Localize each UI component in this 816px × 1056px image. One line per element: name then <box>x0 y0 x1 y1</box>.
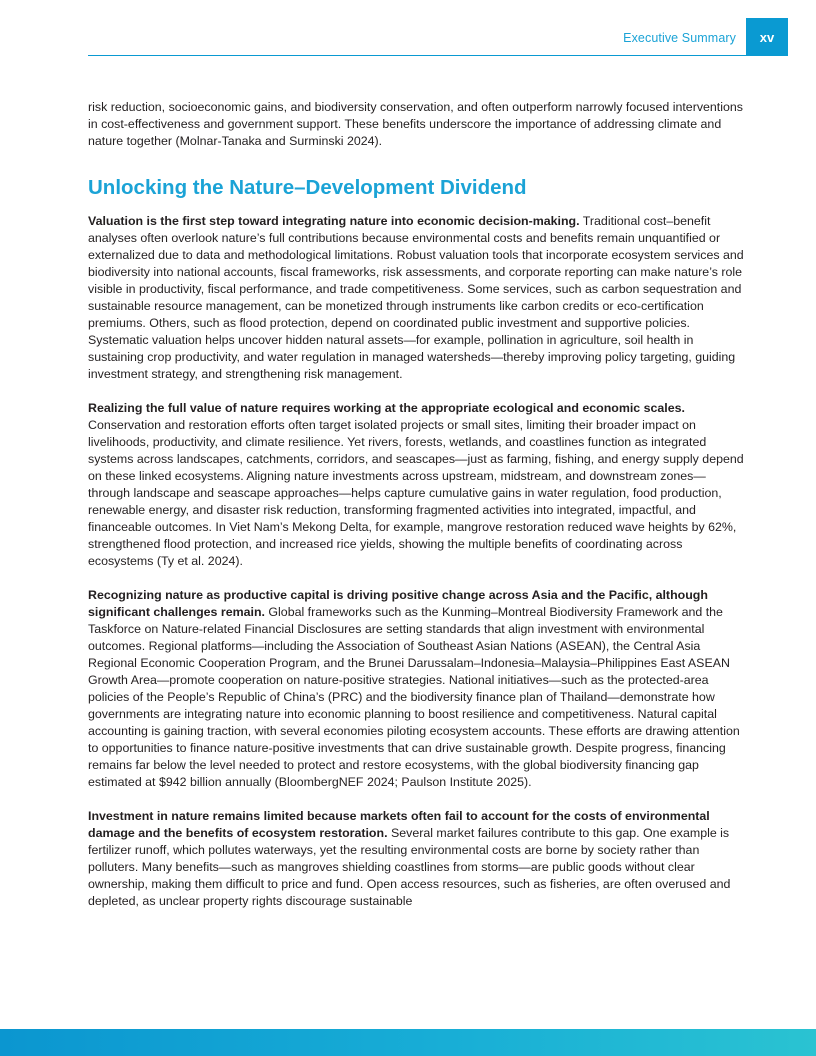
paragraph-lead: Recognizing nature as productive capital is driving positive change across Asia and the Pacific, although significant challenges remain. <box>88 588 708 619</box>
paragraph-lead: Realizing the full value of nature requires working at the appropriate ecological and economic scales. <box>88 401 685 415</box>
section-heading: Unlocking the Nature–Development Dividend <box>88 176 527 199</box>
page-number-tab <box>746 18 788 56</box>
page-content <box>88 99 746 927</box>
page-number: xv <box>759 29 775 45</box>
paragraph-valuation <box>88 213 746 383</box>
intro-paragraph: risk reduction, socioeconomic gains, and biodiversity conservation, and often outperform narrowly focused interventions in cost-effectiveness and government support. These benefits underscore the importance of addressing climate and nature together (Molnar-Tanaka and Surminski 2024). <box>88 100 743 148</box>
paragraph-scales <box>88 400 746 570</box>
paragraph-body: Several market failures contribute to this gap. One example is fertilizer runoff, which pollutes waterways, yet the resulting environmental costs are borne by society rather than polluters. Many benefits—such as mangroves shielding coastlines from storms—are public goods without clear ownership, making them difficult to price and fund. Open access resources, such as fisheries, are often overused and depleted, as unclear property rights discourage sustainable <box>88 826 731 908</box>
paragraph-body: Traditional cost–benefit analyses often overlook nature’s full contributions because environmental costs and benefits remain unquantified or externalized due to data and methodological limitations. Robust valuation tools that incorporate ecosystem services and biodiversity into national accounts, fiscal frameworks, risk assessments, and corporate reporting can make nature’s role visible in productivity, fiscal performance, and trade competitiveness. Some services, such as carbon sequestration and sustainable resource management, can be monetized through instruments like carbon credits or eco-certification premiums. Others, such as flood protection, depend on coordinated public investment and supportive policies. Systematic valuation helps uncover hidden natural assets—for example, pollination in agriculture, soil health in sustaining crop productivity, and water regulation in managed watersheds—thereby improving policy targeting, guiding investment strategy, and strengthening risk management. <box>88 214 744 381</box>
footer-color-band <box>0 1029 816 1056</box>
paragraph-lead: Investment in nature remains limited because markets often fail to account for the costs of environmental damage and the benefits of ecosystem restoration. <box>88 809 710 840</box>
paragraph-body: Conservation and restoration efforts often target isolated projects or small sites, limiting their broader impact on livelihoods, productivity, and climate resilience. Yet rivers, forests, wetlands, and coastlines function as integrated systems across landscapes, catchments, corridors, and seascapes—just as farming, fishing, and energy supply depend on these linked ecosystems. Aligning nature investments across upstream, midstream, and downstream zones—through landscape and seascape approaches—helps capture cumulative gains in water regulation, food production, renewable energy, and disaster risk reduction, transforming fragmented activities into integrated, impactful, and financeable outcomes. In Viet Nam’s Mekong Delta, for example, mangrove restoration reduced wave heights by 62%, strengthened flood protection, and increased rice yields, showing the multiple benefits of coordinating across ecosystems (Ty et al. 2024). <box>88 418 744 568</box>
paragraph-productive-capital <box>88 587 746 791</box>
running-header-section: Executive Summary <box>623 31 736 45</box>
paragraph-market-failures <box>88 808 746 910</box>
paragraph-lead: Valuation is the first step toward integrating nature into economic decision-making. <box>88 214 580 228</box>
paragraph-body: Global frameworks such as the Kunming–Montreal Biodiversity Framework and the Taskforce on Nature-related Financial Disclosures are setting standards that align investment with environmental outcomes. Regional platforms—including the Association of Southeast Asian Nations (ASEAN), the Central Asia Regional Economic Cooperation Program, and the Brunei Darussalam–Indonesia–Malaysia–Philippines East ASEAN Growth Area—promote cooperation on nature-positive strategies. National initiatives—such as the protected-area policies of the People’s Republic of China’s (PRC) and the biodiversity finance plan of Thailand—demonstrate how governments are integrating nature into economic planning to boost resilience and competitiveness. Natural capital accounting is gaining traction, with several economies piloting ecosystem accounts. These efforts are drawing attention to opportunities to finance nature-positive investments that can drive sustainable growth. Despite progress, financing remains far below the level needed to protect and restore ecosystems, with the global biodiversity financing gap estimated at $942 billion annually (BloombergNEF 2024; Paulson Institute 2025). <box>88 605 740 789</box>
header-rule <box>88 55 746 56</box>
